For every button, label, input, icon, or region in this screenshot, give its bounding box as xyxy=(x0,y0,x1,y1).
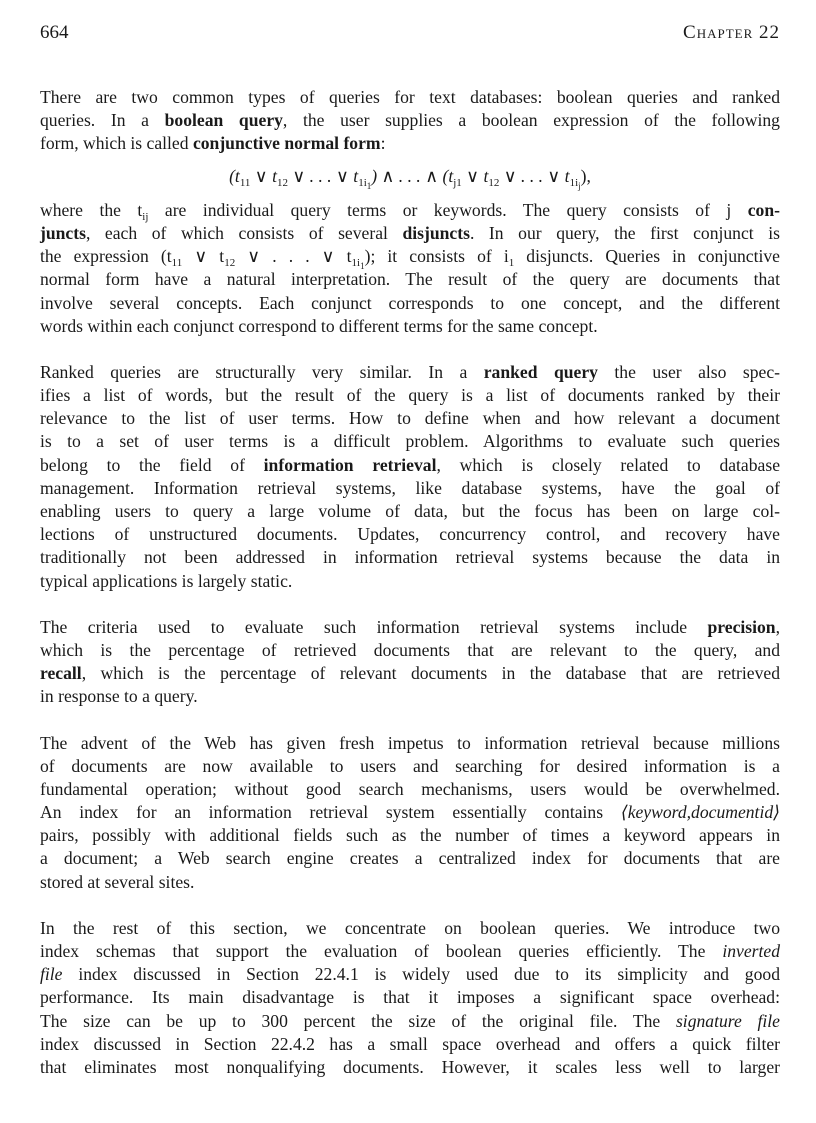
text-line: performance. Its main disadvantage is that it imposes a significant space overhead: xyxy=(40,987,780,1008)
text-line: relevance to the list of user terms. How to define when and how relevant a document xyxy=(40,408,780,429)
paragraph-query-types xyxy=(40,86,780,156)
paragraph-conjuncts xyxy=(40,199,780,338)
chapter-heading: Chapter 22 xyxy=(683,22,780,43)
text-line: An index for an information retrieval system essentially contains ⟨keyword,documentid⟩ xyxy=(40,802,780,823)
text-line: of documents are now available to users and searching for desired information is a xyxy=(40,755,780,776)
paragraph-precision-recall xyxy=(40,616,780,709)
page-number: 664 xyxy=(40,22,69,43)
text-line: which is the percentage of retrieved documents that are relevant to the query, and xyxy=(40,639,780,660)
text-line: enabling users to query a large volume of data, but the focus has been on large col- xyxy=(40,501,780,521)
term-keyword-documentid: ⟨keyword,documentid⟩ xyxy=(620,802,780,823)
cnf-formula: ($t_{11}$ ∨ $t_{12}$ ∨ . . . ∨ $t_{1i_1}$) ∧ . . . ∧ ($t_{j1}$ ∨ $t_{12}$ ∨ . . . ∨ $t_{1i_j}$), xyxy=(229,165,591,191)
text-line: pairs, possibly with additional fields such as the number of times a keyword appears in xyxy=(40,825,780,846)
text-line: in response to a query. xyxy=(40,686,198,707)
paragraph-index-schemas xyxy=(40,917,780,1079)
text-line: typical applications is largely static. xyxy=(40,570,293,591)
text-line: Ranked queries are structurally very similar. In a ranked query the user also spec- xyxy=(40,361,780,382)
text-line: belong to the field of information retrieval, which is closely related to database xyxy=(40,454,781,475)
text-line: juncts, each of which consists of several disjuncts. In our query, the first conjunct is xyxy=(40,222,780,243)
text-line: fundamental operation; without good search mechanisms, users would be overwhelmed. xyxy=(40,778,780,799)
paragraph-web xyxy=(40,732,780,894)
text-line: management. Information retrieval systems, like database systems, have the goal of xyxy=(40,477,780,498)
text-line: traditionally not been addressed in information retrieval systems because the data in xyxy=(40,547,780,568)
text-line: lections of unstructured documents. Updates, concurrency control, and recovery have xyxy=(40,524,780,545)
text-line: ifies a list of words, but the result of the query is a list of documents ranked by their xyxy=(40,385,780,406)
text-line: words within each conjunct correspond to different terms for the same concept. xyxy=(40,315,598,336)
text-line: queries. In a boolean query, the user supplies a boolean expression of the following xyxy=(40,110,780,131)
page-body xyxy=(40,86,780,1079)
term-precision: precision xyxy=(707,616,776,637)
text-line: normal form have a natural interpretation. The result of the query are documents that xyxy=(40,269,780,290)
text-line: index schemas that support the evaluation of boolean queries efficiently. The inverted xyxy=(40,941,780,961)
term-boolean-query: boolean query xyxy=(164,110,283,131)
term-inverted-file: inverted xyxy=(722,941,780,961)
term-recall: recall xyxy=(40,663,82,684)
term-disjuncts: disjuncts xyxy=(402,222,470,243)
text-line: that eliminates most nonqualifying documents. However, it scales less well to larger xyxy=(40,1056,780,1077)
text-line: is to a set of user terms is a difficult problem. Algorithms to evaluate such queries xyxy=(40,431,780,452)
text-line: The size can be up to 300 percent the size of the original file. The signature file xyxy=(40,1010,780,1031)
term-ranked-query: ranked query xyxy=(483,361,598,382)
term-information-retrieval: information retrieval xyxy=(263,454,437,475)
page-header xyxy=(40,22,780,48)
text-line: involve several concepts. Each conjunct corresponds to one concept, and the different xyxy=(40,292,780,313)
text-line: where the $t_{ij}$ are individual query terms or keywords. The query consists of j con- xyxy=(40,199,780,223)
text-line: There are two common types of queries for text databases: boolean queries and ranked xyxy=(40,87,780,107)
text-line: stored at several sites. xyxy=(40,871,195,892)
text-line: The criteria used to evaluate such information retrieval systems include precision, xyxy=(40,616,780,637)
text-line: In the rest of this section, we concentrate on boolean queries. We introduce two xyxy=(40,917,780,938)
text-line: The advent of the Web has given fresh impetus to information retrieval because millions xyxy=(40,732,780,753)
term-conjunctive-normal-form: conjunctive normal form xyxy=(192,133,381,154)
text-line: index discussed in Section 22.4.2 has a small space overhead and offers a quick filter xyxy=(40,1033,780,1054)
text-line: the expression ($t_{11}$ ∨ $t_{12}$ ∨ . . . ∨ $t_{1i_1}$); it consists of $i_1$ disjuncts. Queries in conjunctive xyxy=(40,246,780,272)
paragraph-ranked-queries xyxy=(40,361,780,593)
text-line: file index discussed in Section 22.4.1 is widely used due to its simplicity and good xyxy=(40,964,780,985)
text-line: a document; a Web search engine creates a centralized index for documents that are xyxy=(40,848,780,869)
text-line: form, which is called conjunctive normal form: xyxy=(40,133,386,154)
text-line: recall, which is the percentage of relevant documents in the database that are retrieved xyxy=(40,663,780,684)
term-signature-file: signature file xyxy=(675,1010,780,1031)
term-conjuncts: con- xyxy=(747,199,780,220)
